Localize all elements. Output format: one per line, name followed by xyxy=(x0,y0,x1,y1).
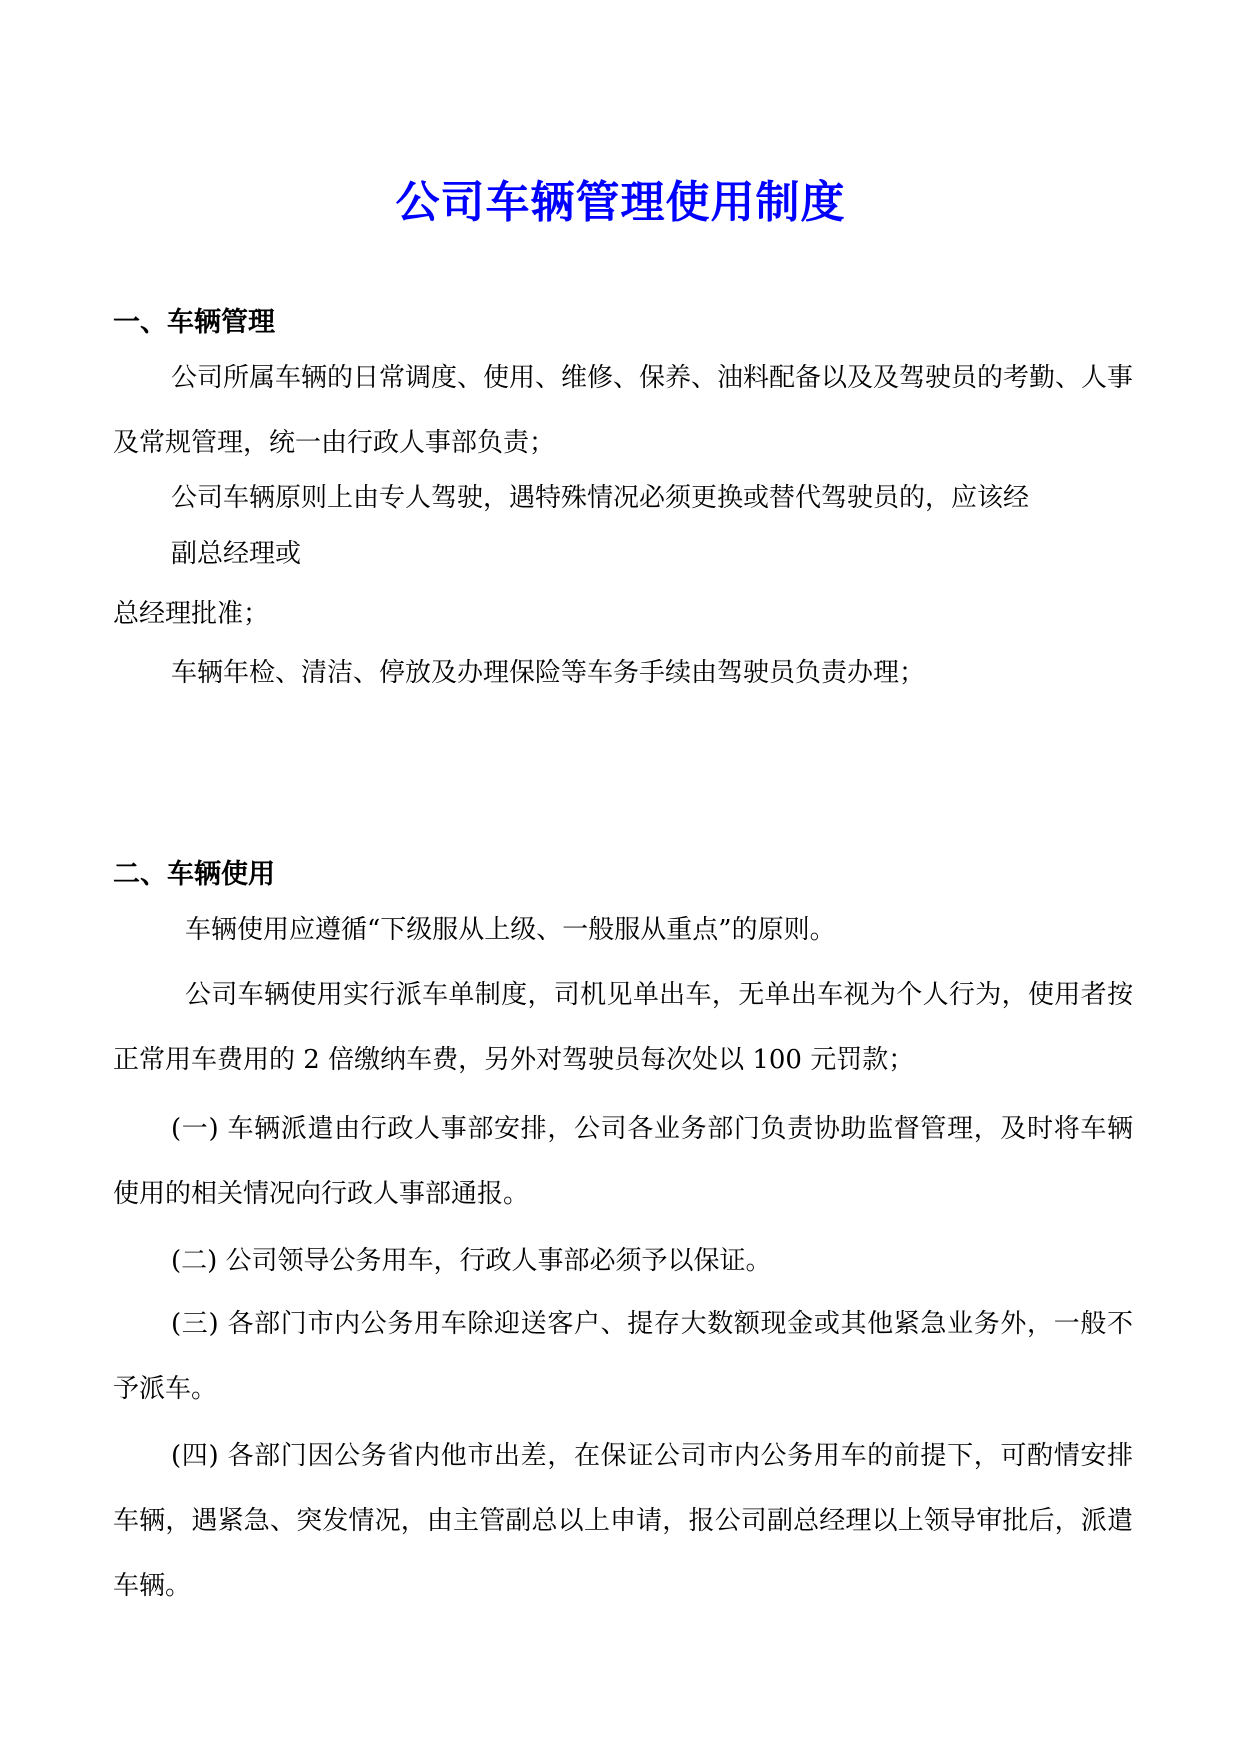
paragraph: 公司车辆原则上由专人驾驶，遇特殊情况必须更换或替代驾驶员的，应该经 xyxy=(171,483,1030,513)
paragraph: 车辆使用应遵循“下级服从上级、一般服从重点”的原则。 xyxy=(185,915,836,945)
document-title: 公司车辆管理使用制度 xyxy=(395,177,846,228)
paragraph-line: 总经理批准； xyxy=(113,599,270,629)
paragraph: 公司车辆使用实行派车单制度，司机见单出车，无单出车视为个人行为，使用者按正常用车费用的 2 倍缴纳车费，另外对驾驶员每次处以 100 元罚款； xyxy=(113,980,1133,1075)
paragraph: (二) 公司领导公务用车，行政人事部必须予以保证。 xyxy=(171,1246,772,1276)
paragraph: 公司所属车辆的日常调度、使用、维修、保养、油料配备以及及驾驶员的考勤、人事及常规管理，统一由行政人事部负责； xyxy=(113,363,1134,458)
section-heading-vehicle-management: 一、车辆管理 xyxy=(113,307,275,338)
paragraph: (一) 车辆派遣由行政人事部安排，公司各业务部门负责协助监督管理，及时将车辆使用的相关情况向行政人事部通报。 xyxy=(113,1114,1133,1209)
section-heading-vehicle-use: 二、车辆使用 xyxy=(113,859,275,890)
paragraph: (三) 各部门市内公务用车除迎送客户、提存大数额现金或其他紧急业务外，一般不予派车。 xyxy=(113,1309,1133,1404)
paragraph: 车辆年检、清洁、停放及办理保险等车务手续由驾驶员负责办理； xyxy=(171,658,926,688)
paragraph: (四) 各部门因公务省内他市出差，在保证公司市内公务用车的前提下，可酌情安排车辆，遇紧急、突发情况，由主管副总以上申请，报公司副总经理以上领导审批后，派遣车辆。 xyxy=(113,1441,1133,1601)
paragraph-line: 副总经理或 xyxy=(171,539,302,569)
